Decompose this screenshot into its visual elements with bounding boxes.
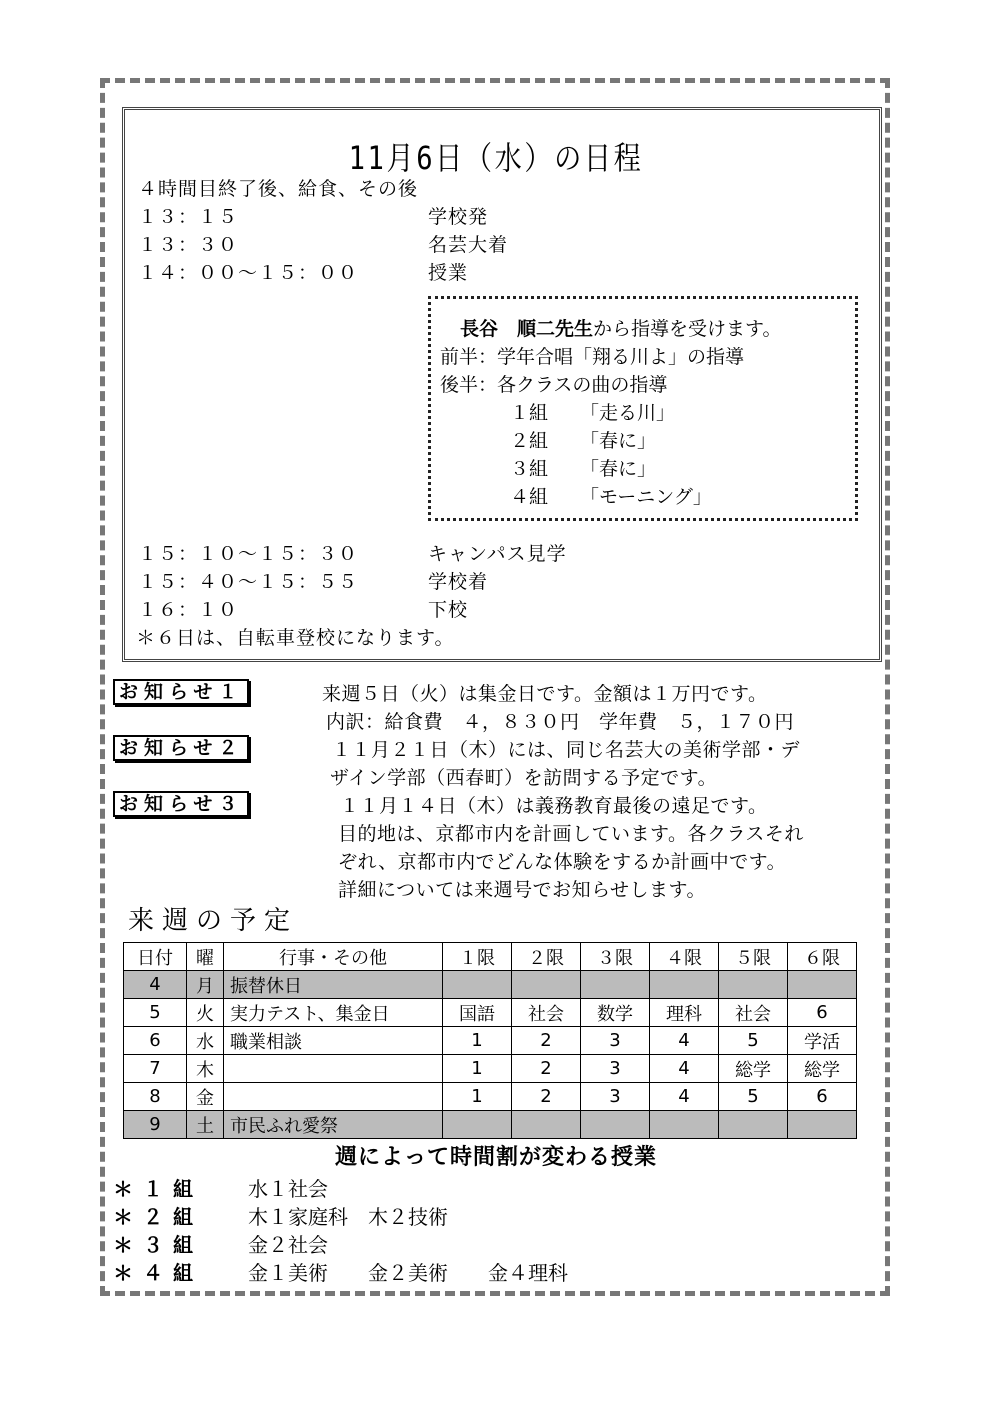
- cell: 社会: [719, 999, 788, 1027]
- time: １３：３０: [138, 234, 239, 256]
- cell: [512, 1111, 581, 1139]
- class-name: ＊２組: [113, 1205, 203, 1229]
- cell: [443, 971, 512, 999]
- class-subjects: 水１社会: [248, 1177, 328, 1201]
- cell: 金: [187, 1083, 224, 1111]
- schedule-intro: ４時間目終了後、給食、その後: [138, 178, 419, 200]
- event: 学校着: [428, 571, 489, 593]
- cell: [224, 1055, 443, 1083]
- weekly-timetable: [123, 942, 857, 1139]
- table-row: [124, 1083, 857, 1111]
- cell: [224, 1083, 443, 1111]
- cell: [719, 971, 788, 999]
- time: １５：１０～１５：３０: [138, 543, 359, 565]
- table-row: [124, 999, 857, 1027]
- cell: 3: [581, 1083, 650, 1111]
- header-cell: 行事・その他: [224, 943, 443, 971]
- next-week-heading: 来週の予定: [128, 906, 299, 936]
- cell: 3: [581, 1055, 650, 1083]
- cell: 7: [124, 1055, 187, 1083]
- class-name: ＊３組: [113, 1233, 203, 1257]
- cell: 9: [124, 1111, 187, 1139]
- class-song: 「モーニング」: [580, 486, 712, 508]
- class-label: １組: [510, 402, 549, 424]
- table-row: [124, 1055, 857, 1083]
- class-song: 「春に」: [580, 458, 657, 480]
- cell: 1: [443, 1083, 512, 1111]
- notice-text: 目的地は、京都市内を計画しています。各クラスそれ: [338, 823, 804, 845]
- header-cell: ３限: [581, 943, 650, 971]
- cell: 理科: [650, 999, 719, 1027]
- cell: 社会: [512, 999, 581, 1027]
- cell: 数学: [581, 999, 650, 1027]
- cell: 土: [187, 1111, 224, 1139]
- teacher-suffix: から指導を受けます。: [593, 318, 782, 340]
- cell: 水: [187, 1027, 224, 1055]
- cell: [788, 1111, 857, 1139]
- event: 学校発: [428, 206, 489, 228]
- notice-badge-1: お知らせ１: [113, 679, 249, 705]
- class-song: 「春に」: [580, 430, 657, 452]
- cell: 6: [788, 1083, 857, 1111]
- header-cell: １限: [443, 943, 512, 971]
- header-cell: ４限: [650, 943, 719, 971]
- class-subjects: 木１家庭科 木２技術: [248, 1205, 448, 1229]
- notice-text: ザイン学部（西春町）を訪問する予定です。: [330, 767, 718, 789]
- class-label: ３組: [510, 458, 549, 480]
- notice-badge-2: お知らせ２: [113, 735, 249, 761]
- time: １６：１０: [138, 599, 239, 621]
- cell: 2: [512, 1055, 581, 1083]
- time: １４：００～１５：００: [138, 262, 359, 284]
- header-cell: 日付: [124, 943, 187, 971]
- time: １５：４０～１５：５５: [138, 571, 359, 593]
- event: 名芸大着: [428, 234, 509, 256]
- cell: 5: [719, 1027, 788, 1055]
- header-cell: ６限: [788, 943, 857, 971]
- event: 下校: [428, 599, 469, 621]
- cell: 1: [443, 1027, 512, 1055]
- class-change-item: [113, 1257, 568, 1286]
- cell: 2: [512, 1083, 581, 1111]
- class-change-item: [113, 1201, 448, 1230]
- cell: 1: [443, 1055, 512, 1083]
- class-song: 「走る川」: [580, 402, 676, 424]
- cell: 5: [719, 1083, 788, 1111]
- cell: 6: [788, 999, 857, 1027]
- cell: 学活: [788, 1027, 857, 1055]
- cell: 6: [124, 1027, 187, 1055]
- first-half: 前半：学年合唱「翔る川よ」の指導: [440, 346, 745, 368]
- notice-text: ぞれ、京都市内でどんな体験をするか計画中です。: [338, 851, 787, 873]
- cell: 4: [650, 1083, 719, 1111]
- cell: 3: [581, 1027, 650, 1055]
- class-subjects: 金２社会: [248, 1233, 328, 1257]
- second-half: 後半：各クラスの曲の指導: [440, 374, 668, 396]
- cell: 2: [512, 1027, 581, 1055]
- cell: 振替休日: [224, 971, 443, 999]
- cell: 5: [124, 999, 187, 1027]
- cell: [581, 971, 650, 999]
- time: １３：１５: [138, 206, 239, 228]
- teacher-name: 長谷 順二先生: [460, 318, 594, 340]
- notice-badge-3: お知らせ３: [113, 791, 249, 817]
- header-cell: ２限: [512, 943, 581, 971]
- cell: 木: [187, 1055, 224, 1083]
- notice-text: 来週５日（火）は集金日です。金額は１万円です。: [322, 683, 768, 705]
- cell: 4: [124, 971, 187, 999]
- notice-text: 詳細については来週号でお知らせします。: [338, 879, 707, 901]
- event: 授業: [428, 262, 469, 284]
- class-subjects: 金１美術 金２美術 金４理科: [248, 1261, 568, 1285]
- cell: [581, 1111, 650, 1139]
- notice-text: １１月２１日（木）には、同じ名芸大の美術学部・デ: [332, 739, 801, 761]
- table-row: [124, 1027, 857, 1055]
- table-row: [124, 971, 857, 999]
- schedule-note: ＊６日は、自転車登校になります。: [136, 627, 455, 649]
- cell: 8: [124, 1083, 187, 1111]
- schedule-title: 11月6日（水）の日程: [348, 139, 644, 177]
- class-label: ４組: [510, 486, 549, 508]
- cell: [650, 971, 719, 999]
- cell: 国語: [443, 999, 512, 1027]
- timetable-change-title: 週によって時間割が変わる授業: [334, 1145, 657, 1170]
- class-name: ＊１組: [113, 1177, 203, 1201]
- header-cell: 曜: [187, 943, 224, 971]
- notice-text: 内訳：給食費 ４，８３０円 学年費 ５，１７０円: [326, 711, 795, 733]
- cell: [719, 1111, 788, 1139]
- table-header-row: [124, 943, 857, 971]
- cell: 火: [187, 999, 224, 1027]
- table-row: [124, 1111, 857, 1139]
- class-name: ＊４組: [113, 1261, 203, 1285]
- cell: 月: [187, 971, 224, 999]
- cell: 4: [650, 1027, 719, 1055]
- cell: [650, 1111, 719, 1139]
- cell: 4: [650, 1055, 719, 1083]
- cell: [788, 971, 857, 999]
- class-label: ２組: [510, 430, 549, 452]
- cell: [512, 971, 581, 999]
- cell: 職業相談: [224, 1027, 443, 1055]
- class-change-item: [113, 1173, 328, 1202]
- cell: 実力テスト、集金日: [224, 999, 443, 1027]
- header-cell: ５限: [719, 943, 788, 971]
- class-change-item: [113, 1229, 328, 1258]
- cell: 市民ふれ愛祭: [224, 1111, 443, 1139]
- notice-text: １１月１４日（木）は義務教育最後の遠足です。: [340, 795, 768, 817]
- cell: [443, 1111, 512, 1139]
- cell: 総学: [788, 1055, 857, 1083]
- event: キャンパス見学: [428, 543, 567, 565]
- cell: 総学: [719, 1055, 788, 1083]
- teacher-line: [460, 314, 782, 341]
